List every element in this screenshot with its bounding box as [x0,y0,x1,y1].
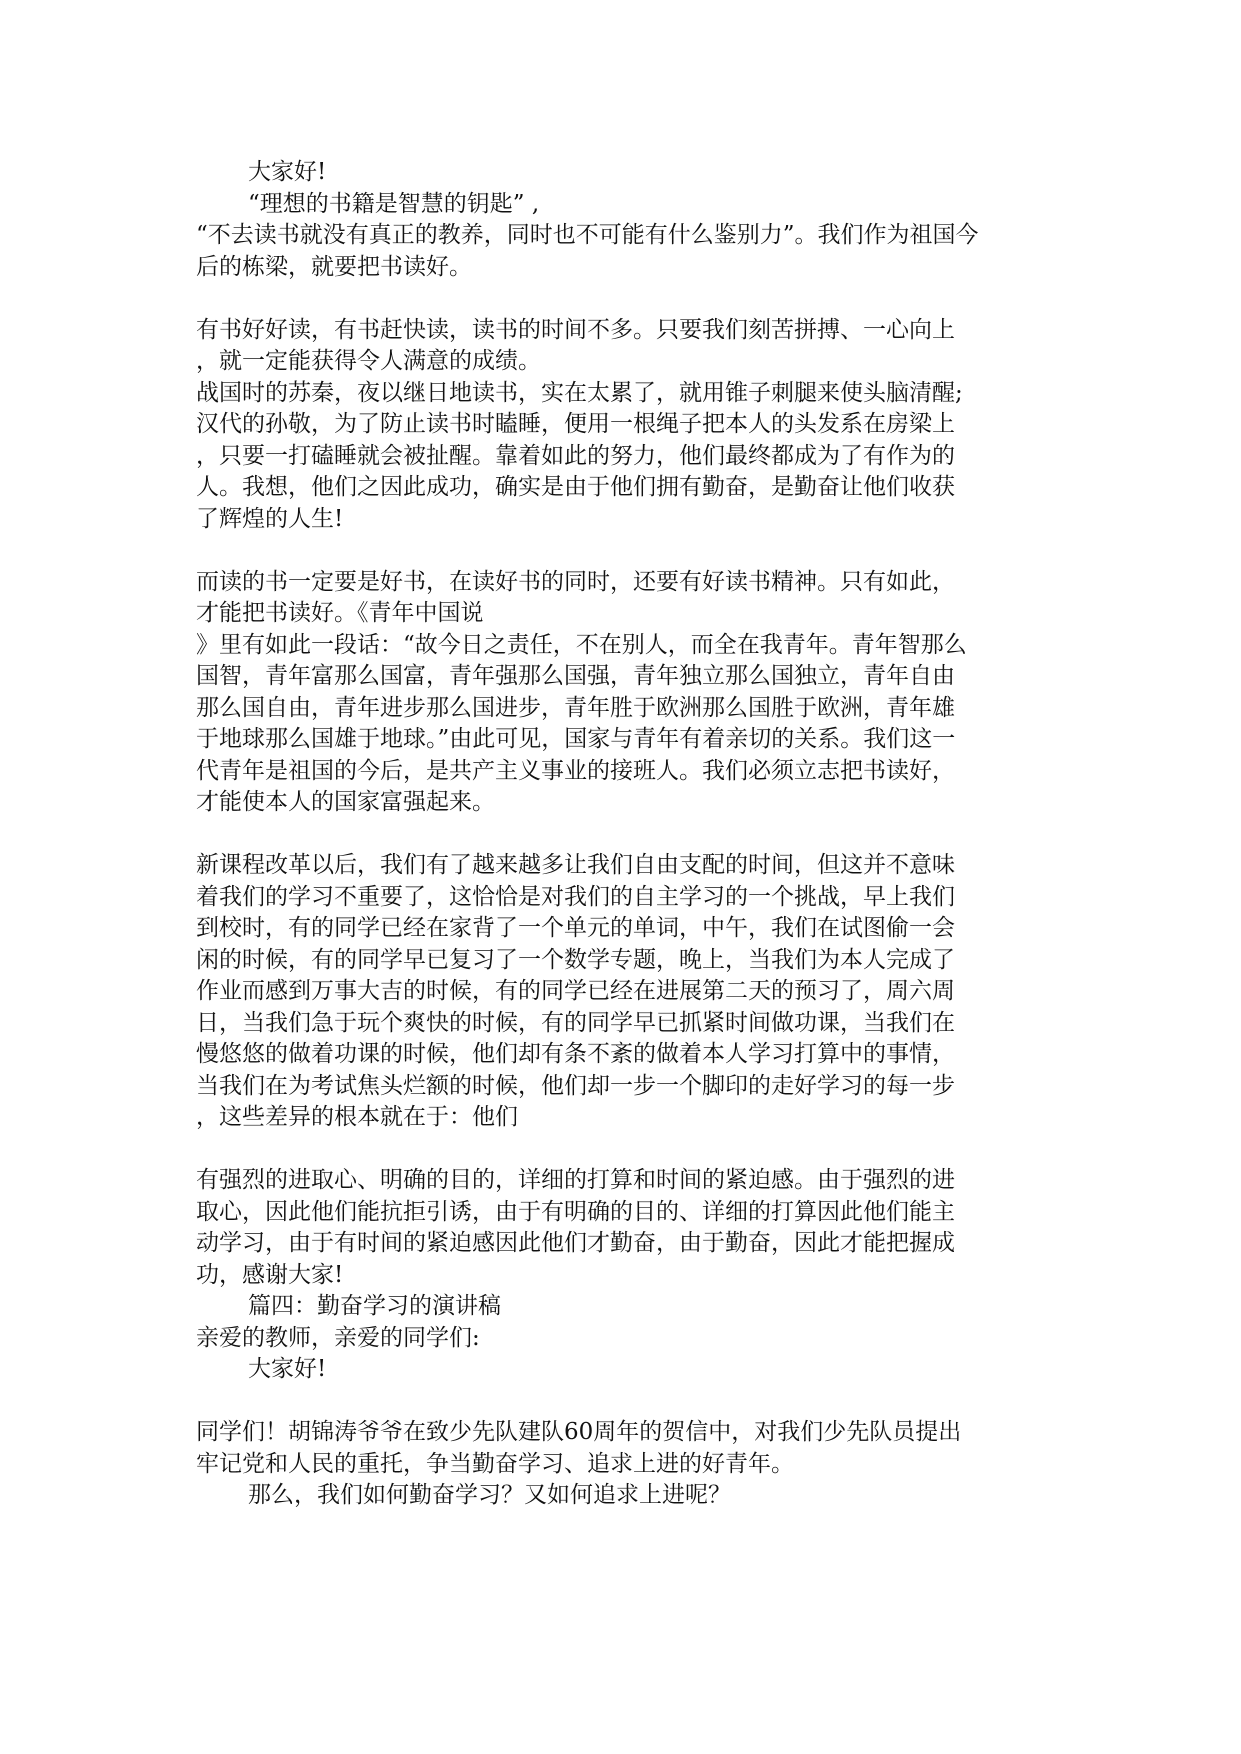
text-line: 篇四：勤奋学习的演讲稿 [248,1293,501,1319]
blank-line [196,819,1076,851]
text-line: 同学们！胡锦涛爷爷在致少先队建队60周年的贺信中，对我们少先队员提出 [196,1419,962,1445]
text-line: 代青年是祖国的今后，是共产主义事业的接班人。我们必须立志把书读好， [196,757,955,784]
text-line: 》里有如此一段话：“故今日之责任，不在别人，而全在我青年。青年智那么 [196,631,967,658]
text-line: 于地球那么国雄于地球。”由此可见，国家与青年有着亲切的关系。我们这一 [196,726,956,752]
text-line: 有书好好读，有书赶快读，读书的时间不多。只要我们刻苦拼搏、一心向上 [196,316,955,343]
text-line: 有强烈的进取心、明确的目的，详细的打算和时间的紧迫感。由于强烈的进 [196,1167,955,1193]
text-line: 人。我想，他们之因此成功，确实是由于他们拥有勤奋，是勤奋让他们收获 [196,474,955,500]
text-line: “理想的书籍是智慧的钥匙” , [248,190,540,217]
text-line: 而读的书一定要是好书，在读好书的同时，还要有好读书精神。只有如此， [196,568,955,595]
text-line: 后的栋梁，就要把书读好。 [196,253,472,280]
text-line: 汉代的孙敬，为了防止读书时瞌睡，便用一根绳子把本人的头发系在房梁上 [196,411,955,437]
text-line: 战国时的苏秦，夜以继日地读书，实在太累了，就用锥子刺腿来使头脑清醒; [196,379,963,406]
text-line: 功，感谢大家! [196,1261,344,1288]
text-line: ，这些差异的根本就在于：他们 [196,1104,518,1130]
blank-line [196,1386,1076,1418]
text-line: 到校时，有的同学已经在家背了一个单元的单词，中午，我们在试图偷一会 [196,915,955,941]
text-line: 那么，我们如何勤奋学习？又如何追求上进呢？ [248,1482,731,1508]
text-line: ，只要一打磕睡就会被扯醒。靠着如此的努力，他们最终都成为了有作为的 [196,442,955,469]
text-line: 牢记党和人民的重托，争当勤奋学习、追求上进的好青年。 [196,1450,794,1477]
text-line: 了辉煌的人生! [196,505,344,532]
text-line: 大家好! [248,159,327,185]
blank-line [196,535,1076,567]
blank-line [196,1134,1076,1166]
text-line: 日，当我们急于玩个爽快的时候，有的同学早已抓紧时间做功课，当我们在 [196,1009,955,1036]
text-line: 大家好! [248,1356,327,1382]
blank-line [196,283,1076,315]
text-line: 作业而感到万事大吉的时候，有的同学已经在进展第二天的预习了，周六周 [196,978,955,1004]
text-line: 才能把书读好。《青年中国说 [196,600,484,626]
text-line: 国智，青年富那么国富，青年强那么国强，青年独立那么国独立，青年自由 [196,663,955,689]
text-line: 当我们在为考试焦头烂额的时候，他们却一步一个脚印的走好学习的每一步 [196,1072,955,1099]
text-line: 才能使本人的国家富强起来。 [196,789,495,815]
text-line: “不去读书就没有真正的教养，同时也不可能有什么鉴别力”。我们作为祖国今 [196,222,979,248]
document-body [196,157,1076,1512]
text-line: 取心，因此他们能抗拒引诱，由于有明确的目的、详细的打算因此他们能主 [196,1198,955,1225]
text-line: 那么国自由，青年进步那么国进步，青年胜于欧洲那么国胜于欧洲，青年雄 [196,694,955,721]
text-line: 亲爱的教师，亲爱的同学们: [196,1324,480,1351]
text-line: ，就一定能获得令人满意的成绩。 [196,348,541,374]
text-line: 慢悠悠的做着功课的时候，他们却有条不紊的做着本人学习打算中的事情， [196,1041,955,1067]
text-line: 新课程改革以后，我们有了越来越多让我们自由支配的时间，但这并不意味 [196,852,955,878]
text-line: 闲的时候，有的同学早已复习了一个数学专题，晚上，当我们为本人完成了 [196,946,955,973]
text-line: 着我们的学习不重要了，这恰恰是对我们的自主学习的一个挑战，早上我们 [196,883,955,910]
text-line: 动学习，由于有时间的紧迫感因此他们才勤奋，由于勤奋，因此才能把握成 [196,1230,955,1256]
